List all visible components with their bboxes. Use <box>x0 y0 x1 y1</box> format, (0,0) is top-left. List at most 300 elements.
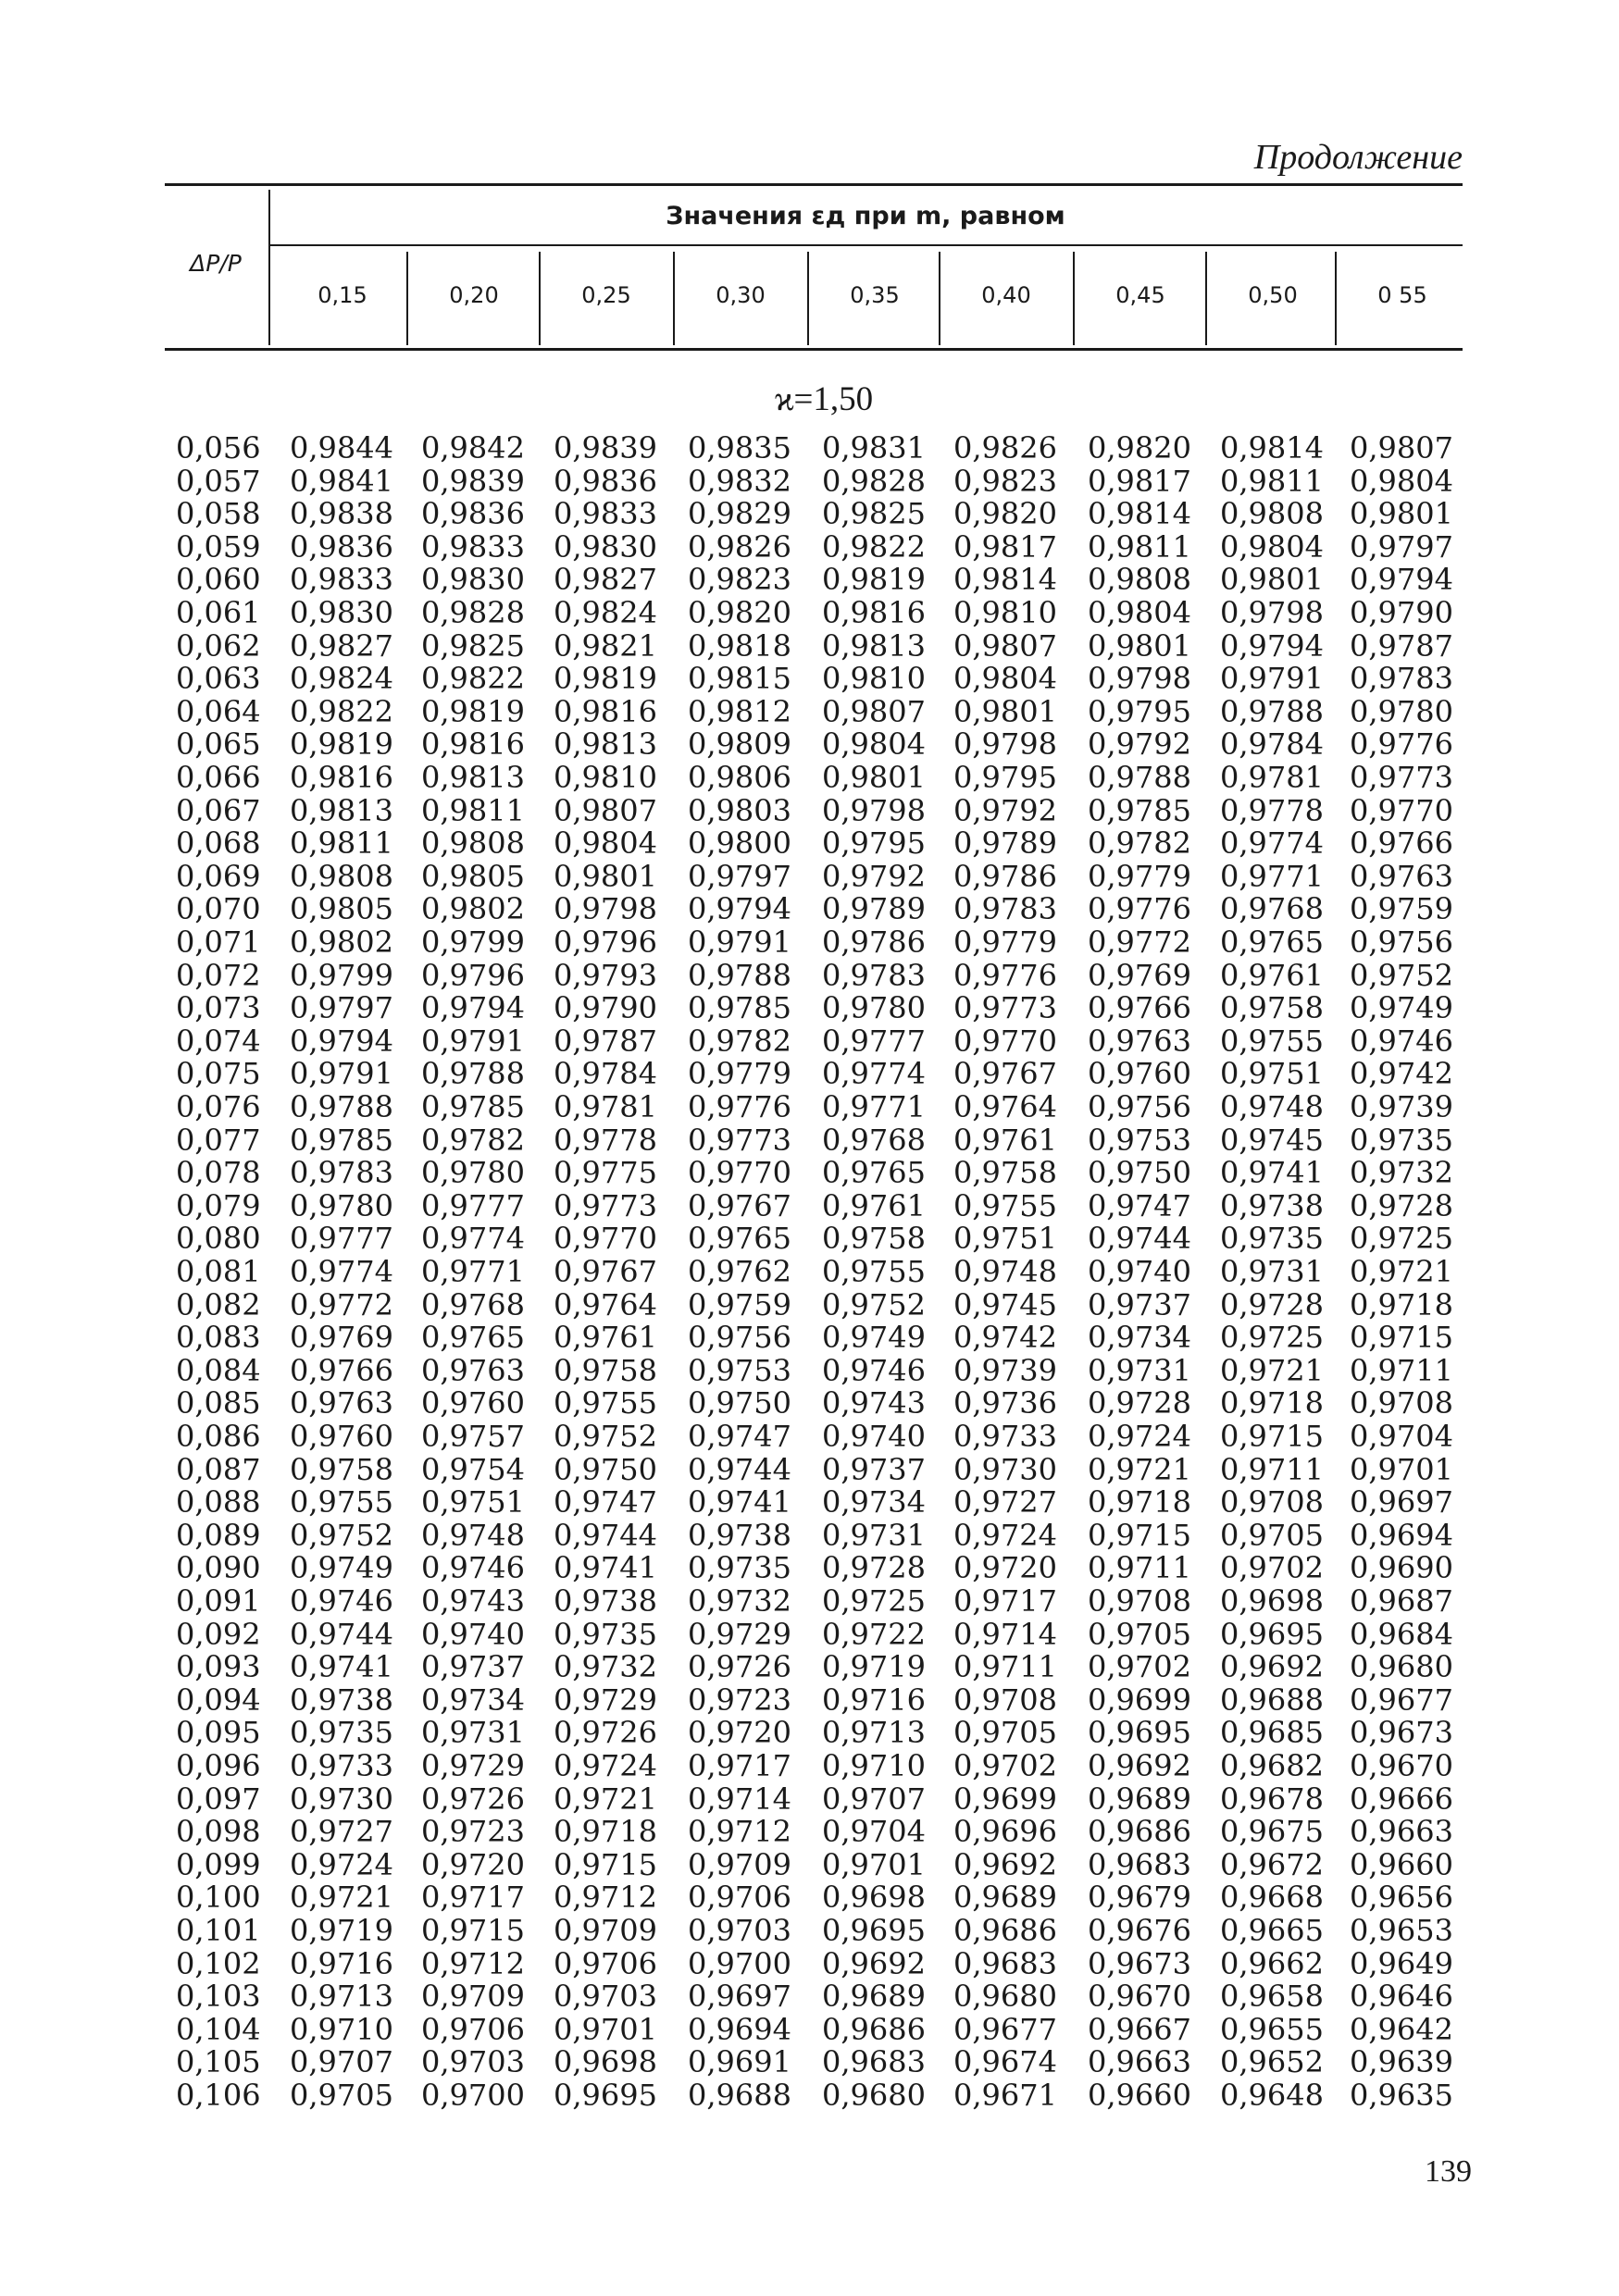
dp-value: 0,074 <box>176 1023 261 1059</box>
table-cell: 0,9744 <box>290 1616 393 1652</box>
table-cell: 0,9836 <box>554 463 657 499</box>
table-cell: 0,9770 <box>1350 792 1453 828</box>
table-cell: 0,9695 <box>1088 1715 1191 1751</box>
table-cell: 0,9662 <box>1220 1945 1324 1981</box>
table-cell: 0,9785 <box>290 1122 393 1158</box>
table-cell: 0,9708 <box>1088 1583 1191 1619</box>
table-cell: 0,9708 <box>1220 1484 1324 1520</box>
continued-label: Продолжение <box>1253 138 1463 177</box>
dp-value: 0,075 <box>176 1056 261 1092</box>
column-divider <box>1335 252 1337 345</box>
table-cell: 0,9673 <box>1350 1715 1453 1751</box>
table-cell: 0,9760 <box>1088 1056 1191 1092</box>
table-cell: 0,9708 <box>1350 1385 1453 1421</box>
table-cell: 0,9806 <box>688 760 791 795</box>
table-cell: 0,9796 <box>421 957 525 993</box>
table-cell: 0,9762 <box>688 1254 791 1289</box>
table-cell: 0,9776 <box>688 1089 791 1124</box>
table-cell: 0,9766 <box>1088 990 1191 1026</box>
table-cell: 0,9797 <box>290 990 393 1026</box>
table-cell: 0,9700 <box>421 2078 525 2113</box>
table-cell: 0,9683 <box>822 2044 926 2080</box>
table-cell: 0,9721 <box>1220 1352 1324 1388</box>
param-header: ΔP/P <box>190 250 242 277</box>
table-cell: 0,9784 <box>1220 726 1324 763</box>
table-cell: 0,9648 <box>1220 2078 1324 2113</box>
table-cell: 0,9832 <box>688 463 791 499</box>
table-cell: 0,9737 <box>1088 1286 1191 1322</box>
table-cell: 0,9777 <box>290 1221 393 1257</box>
table-cell: 0,9773 <box>1350 760 1453 795</box>
table-cell: 0,9791 <box>290 1056 393 1092</box>
table-cell: 0,9771 <box>421 1254 525 1289</box>
table-cell: 0,9744 <box>1088 1221 1191 1257</box>
dp-value: 0,106 <box>176 2078 261 2113</box>
table-cell: 0,9695 <box>822 1913 926 1948</box>
table-cell: 0,9819 <box>554 661 657 697</box>
table-cell: 0,9718 <box>1088 1484 1191 1520</box>
table-cell: 0,9683 <box>1088 1846 1191 1882</box>
dp-value: 0,083 <box>176 1320 261 1356</box>
dp-value: 0,063 <box>176 661 261 697</box>
table-cell: 0,9763 <box>421 1352 525 1388</box>
table-cell: 0,9705 <box>953 1715 1057 1751</box>
dp-value: 0,095 <box>176 1715 261 1751</box>
table-cell: 0,9743 <box>822 1385 926 1421</box>
table-cell: 0,9699 <box>953 1781 1057 1817</box>
dp-value: 0,068 <box>176 825 261 862</box>
table-cell: 0,9804 <box>1220 528 1324 565</box>
table-cell: 0,9779 <box>688 1056 791 1092</box>
table-cell: 0,9812 <box>688 693 791 729</box>
table-cell: 0,9804 <box>1088 595 1191 630</box>
dp-value: 0,078 <box>176 1155 261 1191</box>
table-cell: 0,9777 <box>822 1023 926 1059</box>
table-cell: 0,9705 <box>1220 1517 1324 1553</box>
table-cell: 0,9701 <box>1350 1451 1453 1487</box>
table-cell: 0,9820 <box>953 496 1057 532</box>
table-cell: 0,9738 <box>554 1583 657 1619</box>
table-cell: 0,9801 <box>822 760 926 795</box>
table-cell: 0,9841 <box>290 463 393 499</box>
table-cell: 0,9670 <box>1350 1748 1453 1783</box>
table-cell: 0,9735 <box>688 1550 791 1586</box>
table-cell: 0,9704 <box>1350 1419 1453 1454</box>
table-cell: 0,9771 <box>822 1089 926 1124</box>
table-cell: 0,9739 <box>1350 1089 1453 1124</box>
table-cell: 0,9782 <box>1088 825 1191 862</box>
table-cell: 0,9735 <box>290 1715 393 1751</box>
table-cell: 0,9670 <box>1088 1979 1191 2015</box>
table-cell: 0,9660 <box>1088 2078 1191 2113</box>
table-cell: 0,9686 <box>1088 1814 1191 1850</box>
table-cell: 0,9794 <box>421 990 525 1026</box>
table-cell: 0,9748 <box>421 1517 525 1553</box>
table-cell: 0,9715 <box>1220 1419 1324 1454</box>
dp-value: 0,081 <box>176 1254 261 1289</box>
table-cell: 0,9819 <box>290 726 393 763</box>
dp-value: 0,060 <box>176 562 261 598</box>
table-cell: 0,9712 <box>688 1814 791 1850</box>
dp-value: 0,102 <box>176 1945 261 1981</box>
table-cell: 0,9696 <box>953 1814 1057 1850</box>
table-cell: 0,9801 <box>953 693 1057 729</box>
table-cell: 0,9782 <box>688 1023 791 1059</box>
dp-value: 0,105 <box>176 2044 261 2080</box>
table-cell: 0,9737 <box>421 1649 525 1685</box>
table-cell: 0,9820 <box>688 595 791 630</box>
table-cell: 0,9770 <box>953 1023 1057 1059</box>
table-cell: 0,9795 <box>953 760 1057 795</box>
table-cell: 0,9784 <box>554 1056 657 1092</box>
table-cell: 0,9706 <box>554 1945 657 1981</box>
table-cell: 0,9746 <box>822 1352 926 1388</box>
table-cell: 0,9743 <box>421 1583 525 1619</box>
table-cell: 0,9802 <box>421 891 525 927</box>
table-cell: 0,9731 <box>1088 1352 1191 1388</box>
table-cell: 0,9716 <box>290 1945 393 1981</box>
table-cell: 0,9737 <box>822 1451 926 1487</box>
table-cell: 0,9726 <box>421 1781 525 1817</box>
table-cell: 0,9801 <box>1350 496 1453 532</box>
table-cell: 0,9642 <box>1350 2011 1453 2047</box>
table-cell: 0,9740 <box>1088 1254 1191 1289</box>
table-cell: 0,9687 <box>1350 1583 1453 1619</box>
table-cell: 0,9668 <box>1220 1880 1324 1916</box>
table-cell: 0,9666 <box>1350 1781 1453 1817</box>
column-divider <box>1073 252 1075 345</box>
table-cell: 0,9751 <box>421 1484 525 1520</box>
table-cell: 0,9747 <box>554 1484 657 1520</box>
table-cell: 0,9758 <box>554 1352 657 1388</box>
table-cell: 0,9740 <box>421 1616 525 1652</box>
column-divider <box>406 252 408 345</box>
table-cell: 0,9768 <box>1220 891 1324 927</box>
table-cell: 0,9660 <box>1350 1846 1453 1882</box>
table-cell: 0,9788 <box>688 957 791 993</box>
table-cell: 0,9822 <box>822 528 926 565</box>
table-cell: 0,9653 <box>1350 1913 1453 1948</box>
dp-value: 0,087 <box>176 1451 261 1487</box>
table-cell: 0,9728 <box>1088 1385 1191 1421</box>
table-cell: 0,9746 <box>1350 1023 1453 1059</box>
table-cell: 0,9721 <box>1350 1254 1453 1289</box>
table-cell: 0,9805 <box>421 858 525 894</box>
table-cell: 0,9813 <box>421 760 525 795</box>
page-number: 139 <box>1425 2154 1472 2189</box>
table-cell: 0,9672 <box>1220 1846 1324 1882</box>
table-cell: 0,9786 <box>953 858 1057 894</box>
table-cell: 0,9727 <box>290 1814 393 1850</box>
table-cell: 0,9751 <box>953 1221 1057 1257</box>
table-cell: 0,9842 <box>421 430 525 465</box>
table-cell: 0,9819 <box>822 562 926 598</box>
table-cell: 0,9652 <box>1220 2044 1324 2080</box>
column-header: 0,45 <box>1115 282 1165 308</box>
dp-value: 0,066 <box>176 760 261 795</box>
table-cell: 0,9766 <box>1350 825 1453 862</box>
column-header: 0,50 <box>1248 282 1298 308</box>
table-cell: 0,9773 <box>953 990 1057 1026</box>
table-cell: 0,9755 <box>953 1187 1057 1223</box>
table-cell: 0,9839 <box>421 463 525 499</box>
table-cell: 0,9839 <box>554 430 657 465</box>
header-bottom-rule <box>165 348 1463 351</box>
table-cell: 0,9816 <box>822 595 926 630</box>
dp-value: 0,067 <box>176 792 261 828</box>
table-cell: 0,9692 <box>1220 1649 1324 1685</box>
table-cell: 0,9767 <box>688 1187 791 1223</box>
table-cell: 0,9833 <box>421 528 525 565</box>
table-cell: 0,9787 <box>554 1023 657 1059</box>
table-cell: 0,9798 <box>1088 661 1191 697</box>
table-cell: 0,9729 <box>421 1748 525 1783</box>
table-cell: 0,9744 <box>688 1451 791 1487</box>
table-cell: 0,9776 <box>953 957 1057 993</box>
table-cell: 0,9755 <box>290 1484 393 1520</box>
table-cell: 0,9763 <box>290 1385 393 1421</box>
table-cell: 0,9760 <box>290 1419 393 1454</box>
table-cell: 0,9797 <box>688 858 791 894</box>
table-cell: 0,9788 <box>1220 693 1324 729</box>
table-cell: 0,9646 <box>1350 1979 1453 2015</box>
table-cell: 0,9701 <box>822 1846 926 1882</box>
table-cell: 0,9688 <box>688 2078 791 2113</box>
table-cell: 0,9791 <box>421 1023 525 1059</box>
table-cell: 0,9814 <box>1220 430 1324 465</box>
table-cell: 0,9702 <box>953 1748 1057 1783</box>
table-cell: 0,9750 <box>1088 1155 1191 1191</box>
table-cell: 0,9734 <box>1088 1320 1191 1356</box>
table-cell: 0,9742 <box>953 1320 1057 1356</box>
table-cell: 0,9691 <box>688 2044 791 2080</box>
table-cell: 0,9761 <box>953 1122 1057 1158</box>
table-cell: 0,9835 <box>688 430 791 465</box>
table-cell: 0,9723 <box>421 1814 525 1850</box>
table-cell: 0,9833 <box>554 496 657 532</box>
table-cell: 0,9725 <box>822 1583 926 1619</box>
table-cell: 0,9718 <box>1220 1385 1324 1421</box>
table-cell: 0,9717 <box>688 1748 791 1783</box>
table-cell: 0,9747 <box>1088 1187 1191 1223</box>
table-cell: 0,9726 <box>688 1649 791 1685</box>
table-cell: 0,9823 <box>953 463 1057 499</box>
dp-value: 0,062 <box>176 627 261 664</box>
table-cell: 0,9772 <box>290 1286 393 1322</box>
table-cell: 0,9801 <box>1088 627 1191 664</box>
table-cell: 0,9676 <box>1088 1913 1191 1948</box>
group-header-rule <box>268 244 1463 246</box>
table-cell: 0,9811 <box>1220 463 1324 499</box>
table-cell: 0,9804 <box>554 825 657 862</box>
table-cell: 0,9767 <box>953 1056 1057 1092</box>
dp-value: 0,076 <box>176 1089 261 1124</box>
table-cell: 0,9814 <box>953 562 1057 598</box>
table-cell: 0,9731 <box>421 1715 525 1751</box>
table-cell: 0,9732 <box>1350 1155 1453 1191</box>
table-cell: 0,9823 <box>688 562 791 598</box>
table-cell: 0,9816 <box>421 726 525 763</box>
table-cell: 0,9803 <box>688 792 791 828</box>
table-cell: 0,9763 <box>1350 858 1453 894</box>
table-cell: 0,9750 <box>554 1451 657 1487</box>
table-cell: 0,9795 <box>822 825 926 862</box>
table-cell: 0,9756 <box>1088 1089 1191 1124</box>
table-cell: 0,9815 <box>688 661 791 697</box>
table-cell: 0,9779 <box>953 925 1057 960</box>
table-cell: 0,9731 <box>1220 1254 1324 1289</box>
table-cell: 0,9790 <box>554 990 657 1026</box>
table-cell: 0,9764 <box>953 1089 1057 1124</box>
table-cell: 0,9754 <box>421 1451 525 1487</box>
table-cell: 0,9816 <box>554 693 657 729</box>
table-cell: 0,9796 <box>554 925 657 960</box>
table-cell: 0,9715 <box>1350 1320 1453 1356</box>
table-cell: 0,9810 <box>554 760 657 795</box>
table-cell: 0,9713 <box>822 1715 926 1751</box>
table-cell: 0,9792 <box>1088 726 1191 763</box>
table-cell: 0,9810 <box>953 595 1057 630</box>
table-cell: 0,9684 <box>1350 1616 1453 1652</box>
table-cell: 0,9709 <box>688 1846 791 1882</box>
table-cell: 0,9746 <box>290 1583 393 1619</box>
table-cell: 0,9785 <box>1088 792 1191 828</box>
table-cell: 0,9678 <box>1220 1781 1324 1817</box>
column-header: 0,40 <box>981 282 1031 308</box>
table-cell: 0,9761 <box>554 1320 657 1356</box>
table-cell: 0,9765 <box>421 1320 525 1356</box>
table-cell: 0,9738 <box>290 1682 393 1718</box>
table-cell: 0,9714 <box>688 1781 791 1817</box>
table-cell: 0,9828 <box>822 463 926 499</box>
table-cell: 0,9717 <box>421 1880 525 1916</box>
table-cell: 0,9721 <box>290 1880 393 1916</box>
dp-value: 0,079 <box>176 1187 261 1223</box>
table-cell: 0,9768 <box>822 1122 926 1158</box>
table-cell: 0,9791 <box>688 925 791 960</box>
table-cell: 0,9830 <box>554 528 657 565</box>
table-cell: 0,9750 <box>688 1385 791 1421</box>
dp-value: 0,069 <box>176 858 261 894</box>
table-cell: 0,9771 <box>1220 858 1324 894</box>
table-cell: 0,9778 <box>1220 792 1324 828</box>
table-cell: 0,9824 <box>554 595 657 630</box>
table-cell: 0,9781 <box>1220 760 1324 795</box>
table-cell: 0,9792 <box>822 858 926 894</box>
table-cell: 0,9692 <box>822 1945 926 1981</box>
dp-value: 0,061 <box>176 595 261 630</box>
table-cell: 0,9780 <box>290 1187 393 1223</box>
table-cell: 0,9729 <box>554 1682 657 1718</box>
table-cell: 0,9826 <box>688 528 791 565</box>
table-cell: 0,9783 <box>1350 661 1453 697</box>
column-divider <box>939 252 940 345</box>
table-cell: 0,9718 <box>1350 1286 1453 1322</box>
table-cell: 0,9785 <box>421 1089 525 1124</box>
table-cell: 0,9694 <box>1350 1517 1453 1553</box>
table-cell: 0,9738 <box>688 1517 791 1553</box>
table-cell: 0,9707 <box>290 2044 393 2080</box>
table-cell: 0,9790 <box>1350 595 1453 630</box>
dp-value: 0,059 <box>176 528 261 565</box>
table-cell: 0,9719 <box>290 1913 393 1948</box>
table-cell: 0,9731 <box>822 1517 926 1553</box>
table-cell: 0,9665 <box>1220 1913 1324 1948</box>
table-cell: 0,9649 <box>1350 1945 1453 1981</box>
table-cell: 0,9719 <box>822 1649 926 1685</box>
table-cell: 0,9783 <box>290 1155 393 1191</box>
table-cell: 0,9778 <box>554 1122 657 1158</box>
table-cell: 0,9702 <box>1088 1649 1191 1685</box>
table-cell: 0,9686 <box>822 2011 926 2047</box>
table-cell: 0,9755 <box>554 1385 657 1421</box>
table-cell: 0,9735 <box>1350 1122 1453 1158</box>
table-cell: 0,9808 <box>1220 496 1324 532</box>
table-cell: 0,9824 <box>290 661 393 697</box>
table-cell: 0,9763 <box>1088 1023 1191 1059</box>
dp-value: 0,092 <box>176 1616 261 1652</box>
dp-value: 0,104 <box>176 2011 261 2047</box>
table-cell: 0,9689 <box>822 1979 926 2015</box>
table-cell: 0,9709 <box>554 1913 657 1948</box>
table-cell: 0,9734 <box>421 1682 525 1718</box>
table-cell: 0,9773 <box>554 1187 657 1223</box>
table-cell: 0,9759 <box>688 1286 791 1322</box>
table-cell: 0,9692 <box>1088 1748 1191 1783</box>
table-cell: 0,9826 <box>953 430 1057 465</box>
table-cell: 0,9722 <box>822 1616 926 1652</box>
table-cell: 0,9752 <box>1350 957 1453 993</box>
table-cell: 0,9794 <box>290 1023 393 1059</box>
table-cell: 0,9833 <box>290 562 393 598</box>
table-cell: 0,9759 <box>1350 891 1453 927</box>
table-cell: 0,9723 <box>688 1682 791 1718</box>
dp-value: 0,099 <box>176 1846 261 1882</box>
table-cell: 0,9773 <box>688 1122 791 1158</box>
table-cell: 0,9758 <box>1220 990 1324 1026</box>
table-cell: 0,9765 <box>688 1221 791 1257</box>
table-cell: 0,9764 <box>554 1286 657 1322</box>
table-cell: 0,9758 <box>290 1451 393 1487</box>
table-cell: 0,9726 <box>554 1715 657 1751</box>
table-cell: 0,9716 <box>822 1682 926 1718</box>
table-cell: 0,9836 <box>290 528 393 565</box>
table-cell: 0,9774 <box>290 1254 393 1289</box>
table-cell: 0,9808 <box>421 825 525 862</box>
table-cell: 0,9728 <box>1220 1286 1324 1322</box>
table-cell: 0,9712 <box>554 1880 657 1916</box>
table-cell: 0,9694 <box>688 2011 791 2047</box>
table-cell: 0,9717 <box>953 1583 1057 1619</box>
table-cell: 0,9679 <box>1088 1880 1191 1916</box>
table-cell: 0,9752 <box>822 1286 926 1322</box>
table-cell: 0,9817 <box>953 528 1057 565</box>
table-cell: 0,9705 <box>1088 1616 1191 1652</box>
table-cell: 0,9741 <box>290 1649 393 1685</box>
dp-value: 0,070 <box>176 891 261 927</box>
dp-value: 0,058 <box>176 496 261 532</box>
table-cell: 0,9836 <box>421 496 525 532</box>
table-cell: 0,9748 <box>953 1254 1057 1289</box>
table-cell: 0,9702 <box>1220 1550 1324 1586</box>
table-cell: 0,9712 <box>421 1945 525 1981</box>
table-cell: 0,9658 <box>1220 1979 1324 2015</box>
table-cell: 0,9677 <box>1350 1682 1453 1718</box>
table-cell: 0,9752 <box>554 1419 657 1454</box>
table-cell: 0,9827 <box>290 627 393 664</box>
table-cell: 0,9744 <box>554 1517 657 1553</box>
dp-value: 0,086 <box>176 1419 261 1454</box>
